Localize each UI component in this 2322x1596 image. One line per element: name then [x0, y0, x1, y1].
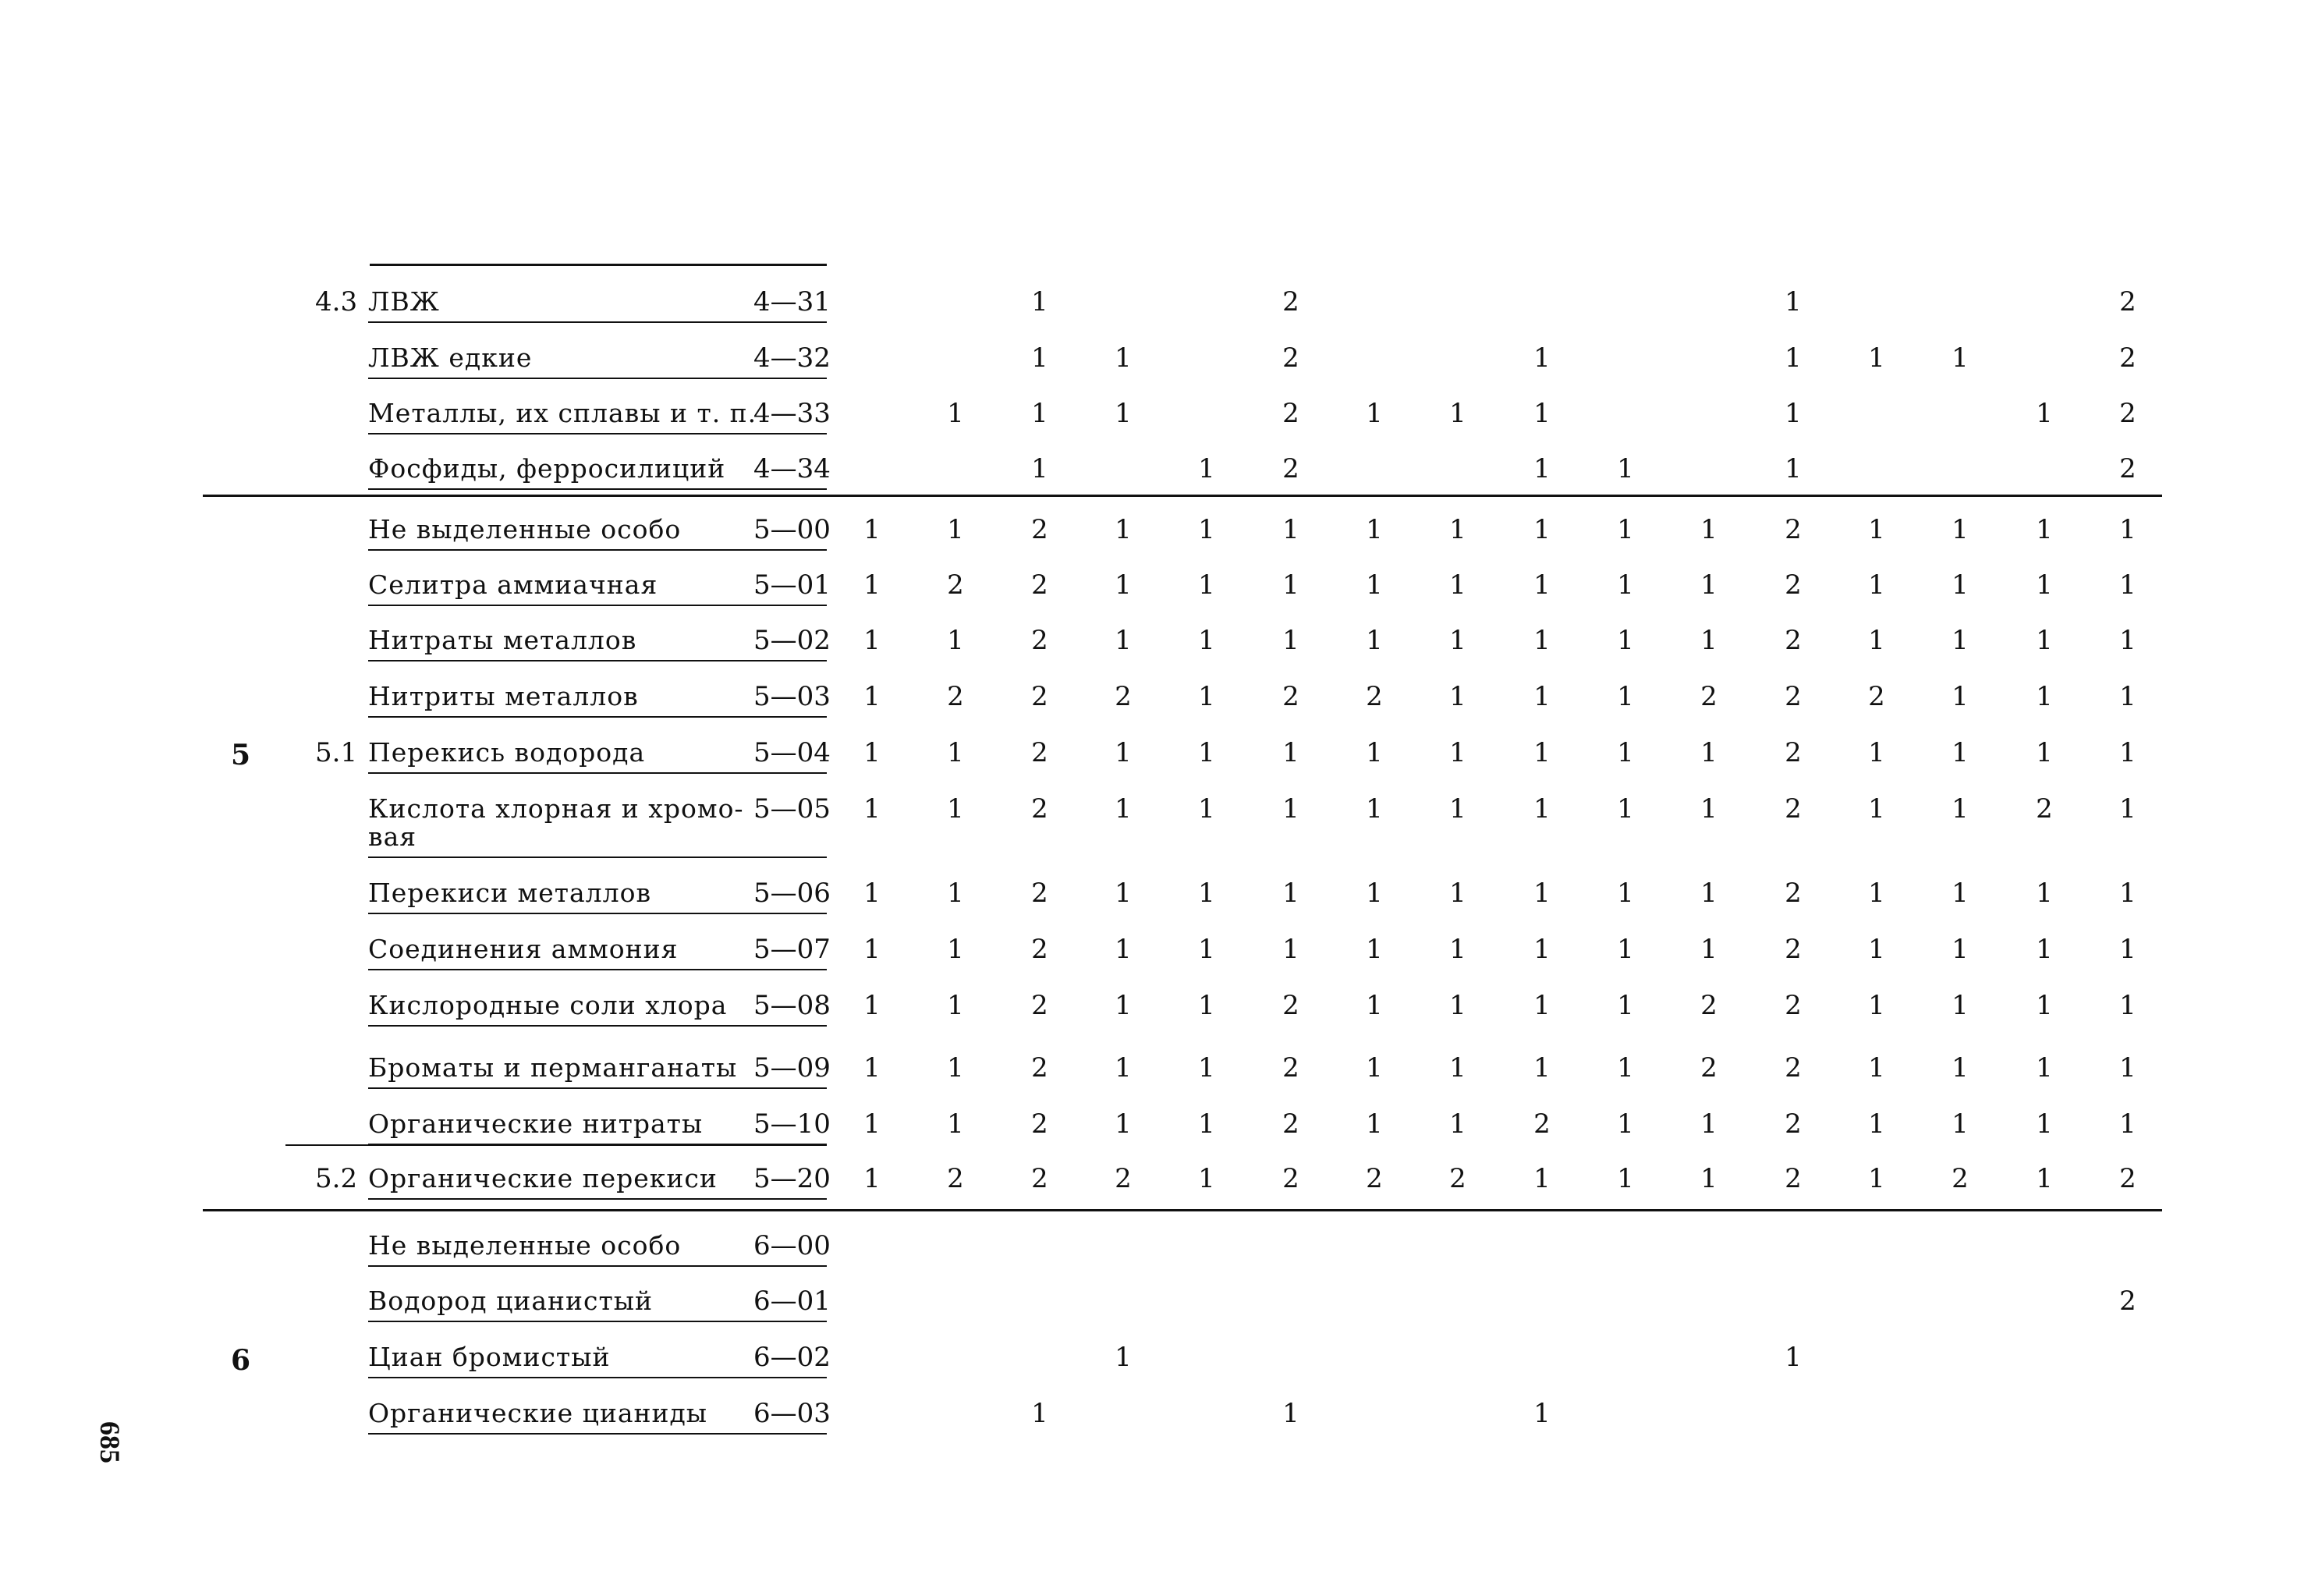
value-cell: 1: [863, 514, 881, 545]
row-code: 5—02: [753, 625, 831, 656]
value-cell: 1: [1198, 1108, 1215, 1140]
group-separator: [203, 495, 2162, 497]
value-cell: 2: [1282, 990, 1299, 1021]
value-cell: 1: [1031, 286, 1048, 317]
value-cell: 1: [1533, 625, 1551, 656]
value-cell: 2: [1115, 681, 1132, 712]
row-name-continued: вая: [368, 821, 417, 852]
value-cell: 1: [2119, 625, 2136, 656]
value-cell: 1: [1449, 793, 1466, 825]
value-cell: 1: [1198, 625, 1215, 656]
row-name: Органические перекиси: [368, 1163, 718, 1193]
value-cell: 1: [1115, 514, 1132, 545]
value-cell: 2: [1785, 990, 1802, 1021]
row-name: Органические нитраты: [368, 1108, 704, 1139]
value-cell: 1: [1533, 793, 1551, 825]
value-cell: 1: [1952, 514, 1969, 545]
value-cell: 2: [1031, 1052, 1048, 1084]
row-code: 4—32: [753, 342, 831, 374]
value-cell: 1: [1617, 934, 1634, 965]
value-cell: 1: [1533, 1163, 1551, 1194]
value-cell: 2: [1282, 453, 1299, 484]
value-cell: 1: [2119, 1108, 2136, 1140]
row-code: 5—03: [753, 681, 831, 712]
value-cell: 1: [1952, 342, 1969, 374]
value-cell: 1: [2119, 569, 2136, 601]
row-name: Нитраты металлов: [368, 625, 637, 655]
value-cell: 1: [1533, 878, 1551, 909]
value-cell: 1: [1868, 1163, 1885, 1194]
value-cell: 1: [1366, 990, 1383, 1021]
value-cell: 2: [1282, 342, 1299, 374]
row-name: Перекиси металлов: [368, 878, 652, 908]
value-cell: 2: [947, 1163, 964, 1194]
value-cell: 1: [1700, 1108, 1718, 1140]
value-cell: 1: [1366, 398, 1383, 429]
row-name: Металлы, их сплавы и т. п.: [368, 398, 757, 428]
value-cell: 2: [1785, 514, 1802, 545]
value-cell: 1: [1868, 1052, 1885, 1084]
value-cell: 1: [1617, 990, 1634, 1021]
value-cell: 1: [1198, 990, 1215, 1021]
row-underline: [368, 488, 827, 490]
value-cell: 1: [1785, 342, 1802, 374]
value-cell: 1: [947, 398, 964, 429]
value-cell: 1: [947, 934, 964, 965]
row-code: 5—00: [753, 514, 831, 545]
value-cell: 1: [2036, 990, 2053, 1021]
row-name: Соединения аммония: [368, 934, 679, 964]
value-cell: 2: [1785, 625, 1802, 656]
value-cell: 2: [1031, 1163, 1048, 1194]
value-cell: 2: [2119, 453, 2136, 484]
value-cell: 2: [1785, 1163, 1802, 1194]
row-name: ЛВЖ: [368, 286, 440, 317]
value-cell: 1: [947, 1108, 964, 1140]
class-label: 5: [231, 739, 251, 771]
value-cell: 1: [1198, 934, 1215, 965]
value-cell: 2: [1952, 1163, 1969, 1194]
value-cell: 2: [1700, 1052, 1718, 1084]
value-cell: 1: [1198, 878, 1215, 909]
subgroup-separator: [285, 1144, 827, 1146]
value-cell: 1: [1533, 934, 1551, 965]
value-cell: 1: [1282, 569, 1299, 601]
value-cell: 2: [1282, 1052, 1299, 1084]
value-cell: 1: [1366, 878, 1383, 909]
value-cell: 1: [2119, 934, 2136, 965]
value-cell: 2: [2119, 342, 2136, 374]
value-cell: 1: [1449, 514, 1466, 545]
row-underline: [368, 321, 827, 323]
row-code: 5—06: [753, 878, 831, 909]
value-cell: 2: [1282, 398, 1299, 429]
value-cell: 1: [1952, 569, 1969, 601]
value-cell: 1: [2036, 514, 2053, 545]
value-cell: 1: [1952, 793, 1969, 825]
value-cell: 1: [947, 514, 964, 545]
value-cell: 1: [1533, 1052, 1551, 1084]
row-underline: [368, 913, 827, 914]
row-code: 5—10: [753, 1108, 831, 1140]
value-cell: 1: [1785, 286, 1802, 317]
value-cell: 1: [1366, 793, 1383, 825]
value-cell: 1: [2119, 514, 2136, 545]
value-cell: 1: [1115, 625, 1132, 656]
value-cell: 2: [947, 681, 964, 712]
value-cell: 1: [947, 793, 964, 825]
value-cell: 1: [2036, 934, 2053, 965]
value-cell: 1: [1198, 737, 1215, 768]
value-cell: 1: [1449, 681, 1466, 712]
value-cell: 1: [1617, 1108, 1634, 1140]
row-code: 5—05: [753, 793, 831, 825]
value-cell: 1: [1282, 793, 1299, 825]
value-cell: 2: [1282, 286, 1299, 317]
value-cell: 1: [1115, 1108, 1132, 1140]
value-cell: 1: [1533, 453, 1551, 484]
row-underline: [368, 1198, 827, 1200]
value-cell: 2: [2119, 286, 2136, 317]
row-name: Селитра аммиачная: [368, 569, 658, 600]
value-cell: 1: [1533, 681, 1551, 712]
group-separator: [203, 1209, 2162, 1211]
value-cell: 2: [1533, 1108, 1551, 1140]
value-cell: 1: [1198, 514, 1215, 545]
row-underline: [368, 1433, 827, 1435]
value-cell: 1: [1952, 625, 1969, 656]
value-cell: 1: [2036, 625, 2053, 656]
value-cell: 1: [2119, 793, 2136, 825]
value-cell: 1: [2119, 737, 2136, 768]
row-code: 4—33: [753, 398, 831, 429]
row-underline: [368, 772, 827, 774]
value-cell: 1: [1366, 934, 1383, 965]
value-cell: 2: [2119, 398, 2136, 429]
value-cell: 1: [863, 934, 881, 965]
subclass-label: 5.2: [315, 1163, 358, 1194]
value-cell: 1: [1533, 342, 1551, 374]
row-name: Водород цианистый: [368, 1286, 653, 1316]
value-cell: 2: [1785, 793, 1802, 825]
page-number: 685: [94, 1421, 126, 1463]
value-cell: 1: [863, 1052, 881, 1084]
value-cell: 1: [1449, 878, 1466, 909]
value-cell: 2: [1868, 681, 1885, 712]
value-cell: 1: [1449, 1052, 1466, 1084]
value-cell: 2: [1785, 878, 1802, 909]
row-code: 6—01: [753, 1286, 831, 1317]
value-cell: 1: [1700, 793, 1718, 825]
row-code: 6—03: [753, 1398, 831, 1429]
value-cell: 1: [2036, 1052, 2053, 1084]
row-underline: [368, 1377, 827, 1378]
value-cell: 1: [1952, 737, 1969, 768]
value-cell: 1: [1700, 625, 1718, 656]
value-cell: 1: [1868, 569, 1885, 601]
value-cell: 1: [1868, 878, 1885, 909]
row-name: Циан бромистый: [368, 1342, 611, 1372]
value-cell: 1: [2036, 398, 2053, 429]
value-cell: 2: [1031, 737, 1048, 768]
value-cell: 2: [1031, 514, 1048, 545]
row-name: Броматы и перманганаты: [368, 1052, 738, 1083]
value-cell: 1: [863, 1108, 881, 1140]
value-cell: 2: [1031, 878, 1048, 909]
value-cell: 2: [1366, 1163, 1383, 1194]
value-cell: 1: [1533, 990, 1551, 1021]
row-code: 5—09: [753, 1052, 831, 1084]
value-cell: 1: [1366, 1108, 1383, 1140]
value-cell: 1: [1785, 453, 1802, 484]
value-cell: 1: [863, 681, 881, 712]
row-code: 5—20: [753, 1163, 831, 1194]
value-cell: 2: [1449, 1163, 1466, 1194]
value-cell: 1: [1198, 681, 1215, 712]
value-cell: 2: [1031, 990, 1048, 1021]
value-cell: 1: [1700, 1163, 1718, 1194]
row-name: Не выделенные особо: [368, 1230, 682, 1261]
value-cell: 1: [947, 878, 964, 909]
value-cell: 1: [1282, 514, 1299, 545]
value-cell: 1: [1533, 737, 1551, 768]
value-cell: 1: [1198, 1163, 1215, 1194]
value-cell: 1: [2119, 878, 2136, 909]
value-cell: 1: [1449, 1108, 1466, 1140]
value-cell: 1: [1366, 514, 1383, 545]
value-cell: 1: [947, 625, 964, 656]
row-underline: [368, 1025, 827, 1027]
value-cell: 1: [1449, 398, 1466, 429]
value-cell: 1: [1282, 934, 1299, 965]
value-cell: 1: [1700, 878, 1718, 909]
row-underline: [368, 549, 827, 551]
row-name: Фосфиды, ферросилиций: [368, 453, 726, 484]
row-code: 6—00: [753, 1230, 831, 1261]
value-cell: 2: [1785, 934, 1802, 965]
value-cell: 1: [1282, 878, 1299, 909]
value-cell: 1: [1952, 681, 1969, 712]
value-cell: 1: [1868, 514, 1885, 545]
value-cell: 1: [947, 990, 964, 1021]
row-name: Кислота хлорная и хромо-: [368, 793, 744, 824]
value-cell: 1: [2119, 990, 2136, 1021]
value-cell: 1: [1449, 569, 1466, 601]
class-label: 6: [231, 1344, 251, 1377]
value-cell: 1: [1366, 737, 1383, 768]
value-cell: 1: [1952, 990, 1969, 1021]
value-cell: 1: [1868, 625, 1885, 656]
value-cell: 1: [1366, 569, 1383, 601]
row-name: Кислородные соли хлора: [368, 990, 728, 1020]
value-cell: 1: [1785, 1342, 1802, 1373]
value-cell: 1: [1617, 793, 1634, 825]
value-cell: 2: [1785, 737, 1802, 768]
value-cell: 1: [1700, 514, 1718, 545]
value-cell: 1: [1868, 737, 1885, 768]
value-cell: 1: [1449, 934, 1466, 965]
value-cell: 1: [1449, 737, 1466, 768]
value-cell: 1: [2036, 737, 2053, 768]
value-cell: 2: [1366, 681, 1383, 712]
value-cell: 1: [863, 878, 881, 909]
row-underline: [368, 1265, 827, 1267]
row-underline: [368, 969, 827, 970]
value-cell: 2: [947, 569, 964, 601]
row-code: 5—08: [753, 990, 831, 1021]
value-cell: 1: [1533, 514, 1551, 545]
value-cell: 1: [947, 737, 964, 768]
value-cell: 1: [1617, 1052, 1634, 1084]
value-cell: 2: [1031, 934, 1048, 965]
row-code: 4—31: [753, 286, 831, 317]
value-cell: 1: [2036, 1163, 2053, 1194]
value-cell: 1: [1868, 1108, 1885, 1140]
value-cell: 1: [1617, 737, 1634, 768]
value-cell: 2: [2036, 793, 2053, 825]
value-cell: 1: [1031, 453, 1048, 484]
value-cell: 1: [1868, 934, 1885, 965]
row-underline: [368, 1321, 827, 1322]
top-rule: [370, 264, 827, 266]
value-cell: 1: [863, 569, 881, 601]
subclass-label: 5.1: [315, 737, 358, 768]
value-cell: 1: [2036, 878, 2053, 909]
value-cell: 1: [1115, 569, 1132, 601]
value-cell: 1: [1868, 793, 1885, 825]
value-cell: 1: [1785, 398, 1802, 429]
row-underline: [368, 433, 827, 434]
value-cell: 1: [1617, 625, 1634, 656]
value-cell: 1: [1115, 1342, 1132, 1373]
value-cell: 2: [2119, 1286, 2136, 1317]
row-code: 5—07: [753, 934, 831, 965]
value-cell: 2: [1700, 681, 1718, 712]
value-cell: 1: [1115, 878, 1132, 909]
value-cell: 1: [2036, 1108, 2053, 1140]
value-cell: 2: [1785, 681, 1802, 712]
value-cell: 1: [1700, 569, 1718, 601]
value-cell: 2: [1785, 1052, 1802, 1084]
value-cell: 1: [1366, 1052, 1383, 1084]
value-cell: 2: [1785, 1108, 1802, 1140]
value-cell: 1: [1031, 398, 1048, 429]
value-cell: 1: [1617, 878, 1634, 909]
value-cell: 2: [1031, 681, 1048, 712]
value-cell: 1: [1282, 625, 1299, 656]
value-cell: 1: [947, 1052, 964, 1084]
value-cell: 1: [863, 1163, 881, 1194]
value-cell: 1: [863, 793, 881, 825]
row-underline: [368, 716, 827, 718]
value-cell: 1: [1449, 625, 1466, 656]
value-cell: 1: [1115, 1052, 1132, 1084]
value-cell: 1: [1198, 1052, 1215, 1084]
value-cell: 1: [1115, 737, 1132, 768]
row-code: 5—01: [753, 569, 831, 601]
value-cell: 2: [1031, 569, 1048, 601]
value-cell: 1: [1031, 342, 1048, 374]
value-cell: 1: [1115, 398, 1132, 429]
row-underline: [368, 605, 827, 606]
row-name: Нитриты металлов: [368, 681, 639, 711]
value-cell: 1: [1617, 453, 1634, 484]
value-cell: 1: [2119, 1052, 2136, 1084]
row-underline: [368, 660, 827, 661]
value-cell: 2: [2119, 1163, 2136, 1194]
subclass-label: 4.3: [315, 286, 358, 317]
row-code: 6—02: [753, 1342, 831, 1373]
value-cell: 1: [863, 625, 881, 656]
value-cell: 1: [1700, 934, 1718, 965]
value-cell: 1: [863, 990, 881, 1021]
value-cell: 1: [1952, 1108, 1969, 1140]
value-cell: 1: [1533, 398, 1551, 429]
value-cell: 1: [1115, 793, 1132, 825]
value-cell: 1: [1115, 934, 1132, 965]
value-cell: 2: [1031, 625, 1048, 656]
value-cell: 1: [1700, 737, 1718, 768]
value-cell: 1: [1449, 990, 1466, 1021]
value-cell: 1: [2036, 681, 2053, 712]
value-cell: 1: [1952, 878, 1969, 909]
value-cell: 1: [1533, 1398, 1551, 1429]
row-underline: [368, 1087, 827, 1089]
value-cell: 1: [1198, 569, 1215, 601]
value-cell: 1: [2036, 569, 2053, 601]
value-cell: 2: [1031, 793, 1048, 825]
value-cell: 1: [1617, 681, 1634, 712]
value-cell: 2: [1031, 1108, 1048, 1140]
value-cell: 2: [1785, 569, 1802, 601]
value-cell: 1: [1366, 625, 1383, 656]
value-cell: 1: [1617, 569, 1634, 601]
value-cell: 1: [1031, 1398, 1048, 1429]
value-cell: 1: [1198, 793, 1215, 825]
row-name: Органические цианиды: [368, 1398, 708, 1428]
value-cell: 1: [1952, 1052, 1969, 1084]
value-cell: 2: [1282, 681, 1299, 712]
value-cell: 1: [1533, 569, 1551, 601]
row-underline: [368, 857, 827, 858]
row-underline: [368, 378, 827, 379]
row-code: 5—04: [753, 737, 831, 768]
value-cell: 1: [1282, 1398, 1299, 1429]
value-cell: 1: [1115, 342, 1132, 374]
row-name: ЛВЖ едкие: [368, 342, 533, 373]
value-cell: 1: [1282, 737, 1299, 768]
value-cell: 1: [2119, 681, 2136, 712]
value-cell: 1: [1617, 1163, 1634, 1194]
value-cell: 1: [1617, 514, 1634, 545]
row-name: Не выделенные особо: [368, 514, 682, 544]
value-cell: 2: [1115, 1163, 1132, 1194]
row-code: 4—34: [753, 453, 831, 484]
value-cell: 1: [1868, 990, 1885, 1021]
value-cell: 2: [1282, 1163, 1299, 1194]
value-cell: 2: [1282, 1108, 1299, 1140]
value-cell: 1: [863, 737, 881, 768]
value-cell: 1: [1198, 453, 1215, 484]
value-cell: 2: [1700, 990, 1718, 1021]
value-cell: 1: [1952, 934, 1969, 965]
row-name: Перекись водорода: [368, 737, 646, 768]
value-cell: 1: [1115, 990, 1132, 1021]
value-cell: 1: [1868, 342, 1885, 374]
